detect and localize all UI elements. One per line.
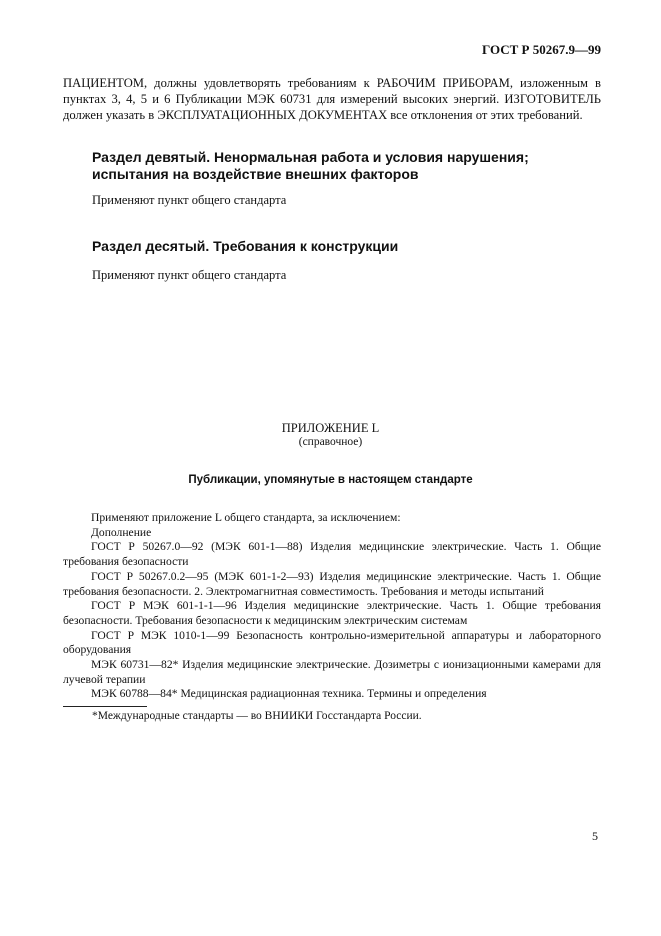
references-paragraph: ГОСТ Р МЭК 601-1-1—96 Изделия медицинские электрические. Часть 1. Общие требования безопасности. Требования безопасности к медицинским электрическим системам [63, 599, 601, 627]
publications-heading: Публикации, упомянутые в настоящем стандарте [188, 474, 473, 486]
references-list [63, 511, 601, 702]
references-paragraph: Дополнение [91, 525, 152, 539]
references-paragraph: ГОСТ Р МЭК 1010-1—99 Безопасность контрольно-измерительной аппаратуры и лабораторного оборудования [63, 628, 601, 657]
references-paragraph: ГОСТ Р 50267.0—92 (МЭК 601-1—88) Изделия медицинские электрические. Часть 1. Общие требования безопасности [63, 540, 601, 569]
references-paragraph: Применяют приложение L общего стандарта, за исключением: [91, 511, 401, 524]
section-10-heading: Раздел десятый. Требования к конструкции [92, 238, 399, 254]
section-9-heading: Раздел девятый. Ненормальная работа и условия нарушения; испытания на воздействие внешних факторов [92, 149, 529, 182]
intro-paragraph: ПАЦИЕНТОМ, должны удовлетворять требованиям к РАБОЧИМ ПРИБОРАМ, изложенным в пунктах 3, 4, 5 и 6 Публикации МЭК 60731 для измерений высоких энергий. ИЗГОТОВИТЕЛЬ должен указать в ЭКСПЛУАТАЦИОННЫХ ДОКУМЕНТАХ все отклонения от этих требований. [63, 76, 601, 122]
footnote: *Международные стандарты — во ВНИИКИ Госстандарта России. [92, 710, 422, 722]
section-9-text: Применяют пункт общего стандарта [92, 193, 287, 207]
appendix-title: ПРИЛОЖЕНИЕ L [281, 421, 380, 435]
document-number-header: ГОСТ Р 50267.9—99 [482, 42, 601, 57]
appendix-subtitle: (справочное) [298, 436, 363, 448]
section-10-text: Применяют пункт общего стандарта [92, 268, 287, 282]
references-paragraph: МЭК 60731—82* Изделия медицинские электрические. Дозиметры с ионизационными камерами для лучевой терапии [63, 658, 601, 686]
footnote-divider [63, 706, 147, 707]
references-paragraph: МЭК 60788—84* Медицинская радиационная техника. Термины и определения [91, 687, 487, 701]
references-paragraph: ГОСТ Р 50267.0.2—95 (МЭК 601-1-2—93) Изделия медицинские электрические. Часть 1. Общие требования безопасности. 2. Электромагнитная совместимость. Требования и методы испытаний [63, 569, 601, 598]
page-number: 5 [592, 829, 598, 843]
